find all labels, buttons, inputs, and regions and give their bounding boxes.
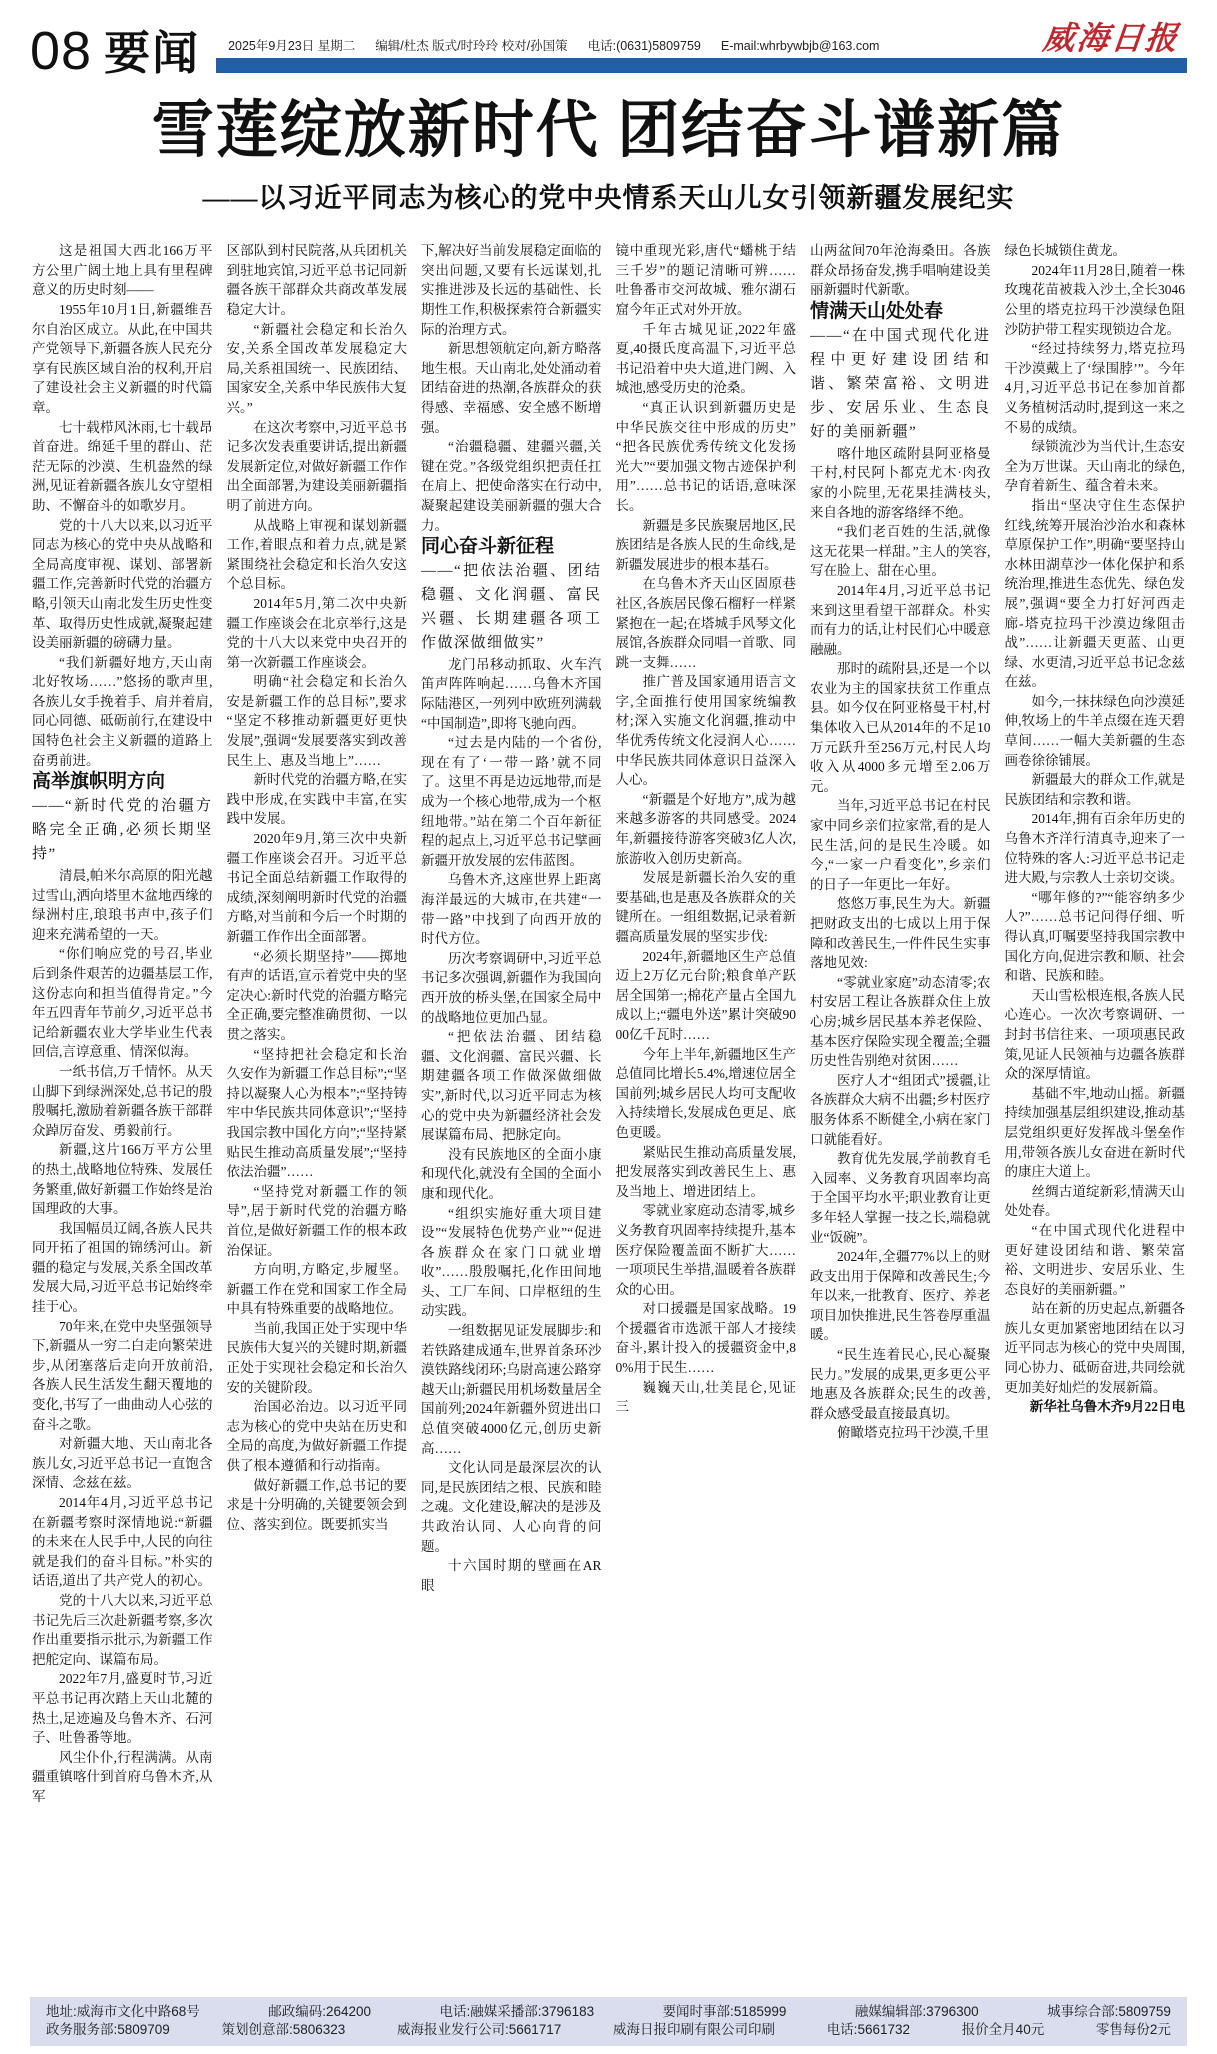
paragraph-continued: 区部队到村民院落,从兵团机关到驻地宾馆,习近平总书记同新疆各族干部群众共商改革发展稳定大计。 <box>226 243 407 318</box>
paragraph: 对口援疆是国家战略。19个援疆省市选派干部人才接续奋斗,累计投入的援疆资金中,80%用于民生…… <box>615 1301 796 1376</box>
paragraph: 指出“坚决守住生态保护红线,统筹开展治沙治水和森林草原保护工作”,明确“要坚持山水林田湖草沙一体化保护和系统治理,推进生态优先、绿色发展”,强调“要全力打好河西走廊-塔克拉玛干沙漠边缘阻击战”……让新疆天更蓝、山更绿、水更清,习近平总书记念兹在兹。 <box>1004 497 1185 690</box>
editors-line: 编辑/杜杰 版式/时玲玲 校对/孙国策 <box>375 39 568 54</box>
paragraph: 我国幅员辽阔,各族人民共同开拓了祖国的锦绣河山。新疆的稳定与发展,关系全国改革发展大局,习近平总书记始终牵挂于心。 <box>32 1220 213 1315</box>
paragraph-continued: 镜中重现光彩,唐代“蟠桃于结三千岁”的题记清晰可辨……吐鲁番市交河故城、雅尔湖石窟今年正式对外开放。 <box>615 243 796 318</box>
paragraph: 2022年7月,盛夏时节,习近平总书记再次踏上天山北麓的热土,足迹遍及乌鲁木齐、石河子、吐鲁番等地。 <box>32 1671 213 1746</box>
footer-item: 要闻时事部:5185999 <box>662 2004 787 2019</box>
paragraph: 清晨,帕米尔高原的阳光越过雪山,洒向塔里木盆地西缘的绿洲村庄,琅琅书声中,孩子们迎来充满希望的一天。 <box>32 868 213 942</box>
footer-item: 报价全月40元 <box>961 2022 1045 2037</box>
paragraph: “坚持把社会稳定和长治久安作为新疆工作总目标”;“坚持以凝聚人心为根本”;“坚持铸牢中华民族共同体意识”;“坚持我国宗教中国化方向”;“坚持紧贴民生推动高质量发展”;“坚持依法治疆”…… <box>226 1046 407 1180</box>
paragraph: 70年来,在党中央坚强领导下,新疆从一穷二白走向繁荣进步,从闭塞落后走向开放前沿,各族人民生活发生翻天覆地的变化,书写了一曲曲动人心弦的奋斗之歌。 <box>32 1318 213 1432</box>
footer-item: 威海日报印刷有限公司印刷 <box>613 2022 775 2037</box>
footer-info-bar <box>30 1997 1187 2046</box>
paragraph: 新疆是多民族聚居地区,民族团结是各族人民的生命线,是新疆发展进步的根本基石。 <box>615 517 796 572</box>
paragraph: “你们响应党的号召,毕业后到条件艰苦的边疆基层工作,这份志向和担当值得肯定。”今年五四青年节前夕,习近平总书记给新疆农业大学毕业生代表回信,言谆意重、情深似海。 <box>32 946 213 1060</box>
article-body <box>32 241 1185 1933</box>
paragraph: 2024年,新疆地区生产总值迈上2万亿元台阶;粮食单产跃居全国第一;棉花产量占全国九成以上;“疆电外送”累计突破9000亿千瓦时…… <box>615 948 796 1042</box>
paragraph: 新疆,这片166万平方公里的热土,战略地位特殊、发展任务繁重,做好新疆工作始终是治国理政的大事。 <box>32 1142 213 1217</box>
paragraph: 一组数据见证发展脚步:和若铁路建成通车,世界首条环沙漠铁路线闭环;乌尉高速公路穿越天山;新疆民用机场数量居全国前列;2024年新疆外贸进出口总值突破4000亿元,创历史新高…… <box>421 1323 602 1456</box>
paragraph-continued: 山两盆间70年沧海桑田。各族群众昂扬奋发,携手唱响建设美丽新疆时代新歌。 <box>810 243 991 298</box>
section-quote: ——“新时代党的治疆方略完全正确,必须长期坚持” <box>32 798 213 863</box>
paragraph: 推广普及国家通用语言文字,全面推行使用国家统编教材;深入实施文化润疆,推动中华优秀传统文化浸润人心……中华民族共同体意识日益深入人心。 <box>615 674 796 788</box>
masthead <box>30 20 1187 81</box>
paragraph: 历次考察调研中,习近平总书记多次强调,新疆作为我国向西开放的桥头堡,在国家全局中的战略地位更加凸显。 <box>421 950 602 1025</box>
article-column-5 <box>810 241 991 1933</box>
paragraph: 2014年4月,习近平总书记在新疆考察时深情地说:“新疆的未来在人民手中,人民的向往就是我们的奋斗目标。”朴实的话语,道出了共产党人的初心。 <box>32 1495 213 1589</box>
paragraph: 2020年9月,第三次中央新疆工作座谈会召开。习近平总书记全面总结新疆工作取得的成绩,深刻阐明新时代党的治疆方略,对当前和今后一个时期的新疆工作作出全面部署。 <box>226 831 407 945</box>
paragraph: 对新疆大地、天山南北各族儿女,习近平总书记一直饱含深情、念兹在兹。 <box>32 1436 213 1491</box>
section-quote: ——“把依法治疆、团结稳疆、文化润疆、富民兴疆、长期建疆各项工作做深做细做实” <box>421 562 602 651</box>
masthead-divider-bar <box>216 58 1187 73</box>
paragraph: 在这次考察中,习近平总书记多次发表重要讲话,提出新疆发展新定位,对做好新疆工作作出全面部署,为建设美丽新疆指明了前进方向。 <box>226 419 407 513</box>
page-label <box>30 20 216 81</box>
section-heading: 同心奋斗新征程 <box>421 536 555 558</box>
paragraph: 新思想领航定向,新方略落地生根。天山南北,处处涌动着团结奋进的热潮,各族群众的获得感、幸福感、安全感不断增强。 <box>421 341 602 435</box>
paragraph: 站在新的历史起点,新疆各族儿女更加紧密地团结在以习近平同志为核心的党中央周围,同心协力、砥砺奋进,共同绘就更加美好灿烂的发展新篇。 <box>1004 1301 1185 1395</box>
paragraph: 治国必治边。以习近平同志为核心的党中央站在历史和全局的高度,为做好新疆工作提供了根本遵循和行动指南。 <box>226 1399 407 1474</box>
paragraph: 基础不牢,地动山摇。新疆持续加强基层组织建设,推动基层党组织更好发挥战斗堡垒作用,带领各族儿女奋进在新时代的康庄大道上。 <box>1004 1085 1185 1180</box>
paragraph-continued: 绿色长城锁住黄龙。 <box>1004 243 1126 259</box>
paragraph: 喀什地区疏附县阿亚格曼干村,村民阿卜都克尤木·肉孜家的小院里,无花果挂满枝头,来自各地的游客络绎不绝。 <box>810 445 991 520</box>
paragraph: 当前,我国正处于实现中华民族伟大复兴的关键时期,新疆正处于实现社会稳定和长治久安的关键阶段。 <box>226 1320 407 1395</box>
section-name: 要闻 <box>104 27 201 80</box>
footer-row-1 <box>46 2003 1171 2021</box>
paragraph: 天山雪松根连根,各族人民心连心。一次次考察调研、一封封书信往来、一项项惠民政策,见证人民领袖与边疆各族群众的深厚情谊。 <box>1004 987 1185 1082</box>
paragraph: 医疗人才“组团式”援疆,让各族群众大病不出疆;乡村医疗服务体系不断健全,小病在家门口就能看好。 <box>810 1072 991 1147</box>
byline: 新华社乌鲁木齐9月22日电 <box>1029 1399 1185 1415</box>
paragraph: 十六国时期的壁画在AR眼 <box>421 1558 602 1593</box>
paragraph: “治疆稳疆、建疆兴疆,关键在党。”各级党组织把责任扛在肩上、把使命落实在行动中,凝聚起建设美丽新疆的强大合力。 <box>421 439 602 533</box>
paragraph: 如今,一抹抹绿色向沙漠延伸,牧场上的牛羊点缀在连天碧草间……一幅大美新疆的生态画卷徐徐铺展。 <box>1004 693 1185 768</box>
paragraph: 没有民族地区的全面小康和现代化,就没有全国的全面小康和现代化。 <box>421 1146 602 1201</box>
paragraph: “必须长期坚持”——掷地有声的话语,宣示着党中央的坚定决心:新时代党的治疆方略完全正确,要完整准确贯彻、一以贯之落实。 <box>226 948 407 1042</box>
masthead-right <box>216 20 1187 73</box>
paragraph: 党的十八大以来,以习近平同志为核心的党中央从战略和全局高度审视、谋划、部署新疆工作,完善新时代党的治疆方略,引领天山南北发生历史性变革、取得历史性成就,凝聚起建设美丽新疆的磅礴力量。 <box>32 517 213 651</box>
paragraph: 俯瞰塔克拉玛干沙漠,千里 <box>837 1425 989 1441</box>
paragraph: “真正认识到新疆历史是中华民族交往中形成的历史”“把各民族优秀传统文化发扬光大”“要加强文物古迹保护利用”……总书记的话语,意味深长。 <box>615 399 796 513</box>
article-column-2 <box>227 241 408 1933</box>
paragraph: 在乌鲁木齐天山区固原巷社区,各族居民像石榴籽一样紧紧抱在一起;在塔城手风琴文化展馆,各族群众同唱一首歌、同跳一支舞…… <box>615 576 796 670</box>
footer-item: 地址:威海市文化中路68号 <box>46 2004 200 2019</box>
paragraph: 做好新疆工作,总书记的要求是十分明确的,关键要领会到位、落实到位。既要抓实当 <box>226 1477 407 1532</box>
paragraph: 新疆最大的群众工作,就是民族团结和宗教和谐。 <box>1004 772 1185 807</box>
paragraph: 新时代党的治疆方略,在实践中形成,在实践中丰富,在实践中发展。 <box>226 772 407 827</box>
footer-item: 电话:5661732 <box>826 2022 910 2037</box>
article-column-6 <box>1005 241 1186 1933</box>
paragraph: 2024年,全疆77%以上的财政支出用于保障和改善民生;今年以来,一批教育、医疗、养老项目加快推进,民生答卷厚重温暖。 <box>810 1249 991 1343</box>
paragraph: “在中国式现代化进程中更好建设团结和谐、繁荣富裕、文明进步、安居乐业、生态良好的美丽新疆。” <box>1004 1222 1185 1297</box>
paragraph: 风尘仆仆,行程满满。从南疆重镇喀什到首府乌鲁木齐,从军 <box>32 1749 213 1804</box>
footer-row-2 <box>46 2021 1171 2039</box>
paragraph: 那时的疏附县,还是一个以农业为主的国家扶贫工作重点县。如今仅在阿亚格曼干村,村集体收入已从2014年的不足10万元跃升至256万元,村民人均收入从4000多元增至2.06万元。 <box>810 661 991 794</box>
paragraph: “零就业家庭”动态清零;农村安居工程让各族群众住上放心房;城乡居民基本养老保险、基本医疗保险实现全覆盖;全疆历史性告别绝对贫困…… <box>810 974 991 1069</box>
paragraph: “我们新疆好地方,天山南北好牧场……”悠扬的歌声里,各族儿女手挽着手、肩并着肩,同心同德、砥砺前行,在建设中国特色社会主义新疆的道路上奋勇前进。 <box>32 654 213 768</box>
phone-number: 电话:(0631)5809759 <box>587 39 701 54</box>
paragraph: 这是祖国大西北166万平方公里广阔土地上具有里程碑意义的历史时刻—— <box>32 243 213 298</box>
paragraph: 一纸书信,万千情怀。从天山脚下到绿洲深处,总书记的殷殷嘱托,激励着新疆各族干部群众踔厉奋发、勇毅前行。 <box>32 1063 213 1138</box>
paragraph: “组织实施好重大项目建设”“发展特色优势产业”“促进各族群众在家门口就业增收”……殷殷嘱托,化作田间地头、工厂车间、口岸枢纽的生动实践。 <box>421 1205 602 1319</box>
paragraph: 2024年11月28日,随着一株玫瑰花苗被栽入沙土,全长3046公里的塔克拉玛干沙漠绿色阻沙防护带工程实现锁边合龙。 <box>1004 262 1185 337</box>
footer-item: 政务服务部:5809709 <box>46 2022 170 2037</box>
paragraph: “过去是内陆的一个省份,现在有了‘一带一路’就不同了。这里不再是边远地带,而是成为一个核心地带,成为一个枢纽地带。”站在第二个百年新征程的起点上,习近平总书记擘画新疆开放发展的宏伟蓝图。 <box>421 735 602 868</box>
paragraph: 巍巍天山,壮美昆仑,见证三 <box>615 1379 796 1415</box>
paragraph-continued: 下,解决好当前发展稳定面临的突出问题,又要有长远谋划,扎实推进涉及长远的基础性、长期性工作,积极探索符合新疆实际的治理方式。 <box>421 243 602 337</box>
footer-item: 零售每份2元 <box>1095 2022 1171 2037</box>
paragraph: 悠悠万事,民生为大。新疆把财政支出的七成以上用于保障和改善民生,一件件民生实事落地见效: <box>810 896 991 971</box>
footer-item: 策划创意部:5806323 <box>221 2022 346 2037</box>
paragraph: “新疆是个好地方”,成为越来越多游客的共同感受。2024年,新疆接待游客突破3亿人次,旅游收入创历史新高。 <box>615 791 796 866</box>
paragraph: 千年古城见证,2022年盛夏,40摄氏度高温下,习近平总书记沿着中央大道,进门阙、入城池,感受历史的沧桑。 <box>615 321 796 396</box>
footer-item: 威海报业发行公司:5661717 <box>397 2022 562 2037</box>
paragraph: 教育优先发展,学前教育毛入园率、义务教育巩固率均高于全国平均水平;职业教育让更多年轻人掌握一技之长,端稳就业“饭碗”。 <box>810 1151 991 1245</box>
newspaper-logo: 威海日报 <box>1041 20 1181 56</box>
page-number: 08 <box>30 20 93 81</box>
footer-item: 城事综合部:5809759 <box>1047 2004 1171 2019</box>
footer-item: 邮政编码:264200 <box>268 2004 372 2019</box>
article-column-3 <box>421 241 602 1933</box>
paragraph: 零就业家庭动态清零,城乡义务教育巩固率持续提升,基本医疗保险覆盖面不断扩大……一项项民生举措,温暖着各族群众的心田。 <box>615 1203 796 1297</box>
paragraph: 方向明,方略定,步履坚。新疆工作在党和国家工作全局中具有特殊重要的战略地位。 <box>226 1262 407 1317</box>
paragraph: 明确“社会稳定和长治久安是新疆工作的总目标”,要求“坚定不移推动新疆更好更快发展”,强调“发展要落实到改善民生上、惠及当地上”…… <box>226 674 407 768</box>
paragraph: 紧贴民生推动高质量发展,把发展落实到改善民生上、惠及当地上、增进团结上。 <box>615 1144 796 1199</box>
paragraph: 2014年5月,第二次中央新疆工作座谈会在北京举行,这是党的十八大以来党中央召开的第一次新疆工作座谈会。 <box>226 595 407 670</box>
paragraph: 今年上半年,新疆地区生产总值同比增长5.4%,增速位居全国前列;城乡居民人均可支配收入持续增长,发展成色更足、底色更暖。 <box>615 1046 796 1140</box>
article-column-4 <box>616 241 797 1933</box>
paragraph: “经过持续努力,塔克拉玛干沙漠戴上了‘绿围脖’”。今年4月,习近平总书记在参加首都义务植树活动时,提到这一来之不易的成绩。 <box>1004 341 1185 435</box>
paragraph: 乌鲁木齐,这座世界上距离海洋最远的大城市,在共建“一带一路”中找到了向西开放的时代方位。 <box>421 872 602 947</box>
paragraph: “坚持党对新疆工作的领导”,居于新时代党的治疆方略首位,是做好新疆工作的根本政治保证。 <box>226 1183 407 1258</box>
paragraph: “把依法治疆、团结稳疆、文化润疆、富民兴疆、长期建疆各项工作做深做细做实”,新时代,以习近平同志为核心的党中央为新疆经济社会发展谋篇布局、把脉定向。 <box>421 1029 602 1143</box>
masthead-info-line <box>216 20 1187 58</box>
paragraph: 七十载栉风沐雨,七十载昂首奋进。绵延千里的群山、茫茫无际的沙漠、生机盎然的绿洲,见证着新疆各族儿女守望相助、不懈奋斗的如歌岁月。 <box>32 419 213 513</box>
dateline: 2025年9月23日 星期二 <box>228 39 356 54</box>
section-heading: 高举旗帜明方向 <box>32 771 166 793</box>
paragraph: 绿锁流沙为当代计,生态安全为万世谋。天山南北的绿色,孕育着新生、蕴含着未来。 <box>1004 439 1185 494</box>
paragraph: 2014年,拥有百余年历史的乌鲁木齐洋行清真寺,迎来了一位特殊的客人:习近平总书记走进大殿,与宗教人士亲切交谈。 <box>1004 811 1185 886</box>
paragraph: 发展是新疆长治久安的重要基础,也是惠及各族群众的关键所在。一组组数据,记录着新疆高质量发展的坚实步伐: <box>615 870 796 945</box>
footer-item: 电话:融媒采播部:3796183 <box>439 2004 595 2019</box>
paragraph: 党的十八大以来,习近平总书记先后三次赴新疆考察,多次作出重要指示批示,为新疆工作把舵定向、谋篇布局。 <box>32 1592 213 1667</box>
email-address: E-mail:whrbywbjb@163.com <box>720 39 880 54</box>
paragraph: “新疆社会稳定和长治久安,关系全国改革发展稳定大局,关系祖国统一、民族团结、国家安全,关系中华民族伟大复兴。” <box>226 321 407 415</box>
paragraph: “我们老百姓的生活,就像这无花果一样甜。”主人的笑容,写在脸上、甜在心里。 <box>810 524 991 579</box>
paragraph: 丝绸古道绽新彩,情满天山处处春。 <box>1004 1183 1185 1219</box>
paragraph: 龙门吊移动抓取、火车汽笛声阵阵响起……乌鲁木齐国际陆港区,一列列中欧班列满载“中国制造”,即将飞驰向西。 <box>421 656 602 731</box>
paragraph: 1955年10月1日,新疆维吾尔自治区成立。从此,在中国共产党领导下,新疆各族人民充分享有民族区域自治的权利,开启了建设社会主义新疆的时代篇章。 <box>32 302 213 415</box>
section-heading: 情满天山处处春 <box>810 301 944 323</box>
paragraph: 当年,习近平总书记在村民家中同乡亲们拉家常,看的是人民生活,问的是民生冷暖。如今,“一家一户看变化”,乡亲们的日子一年更比一年好。 <box>810 798 991 892</box>
article-headline: 雪莲绽放新时代 团结奋斗谱新篇 <box>151 96 1066 165</box>
paragraph: 从战略上审视和谋划新疆工作,着眼点和着力点,就是紧紧围绕社会稳定和长治久安这个总目标。 <box>226 517 407 592</box>
section-quote: ——“在中国式现代化进程中更好建设团结和谐、繁荣富裕、文明进步、安居乐业、生态良好的美丽新疆” <box>810 327 991 440</box>
article-subhead: ——以习近平同志为核心的党中央情系天山儿女引领新疆发展纪实 <box>202 183 1015 214</box>
footer-item: 融媒编辑部:3796300 <box>854 2004 979 2019</box>
paragraph: “哪年修的?”“能容纳多少人?”……总书记问得仔细、听得认真,叮嘱要坚持我国宗教中国化方向,促进宗教和顺、社会和谐、民族和睦。 <box>1004 889 1185 984</box>
paragraph: 2014年4月,习近平总书记来到这里看望干部群众。朴实而有力的话,让村民们心中暖意融融。 <box>810 582 991 657</box>
paragraph: 文化认同是最深层次的认同,是民族团结之根、民族和睦之魂。文化建设,解决的是涉及共政治认同、人心向背的问题。 <box>421 1460 602 1554</box>
article-column-1 <box>32 241 213 1933</box>
paragraph: “民生连着民心,民心凝聚民力。”发展的成果,更多更公平地惠及各族群众;民生的改善,群众感受最直接最真切。 <box>810 1347 991 1421</box>
